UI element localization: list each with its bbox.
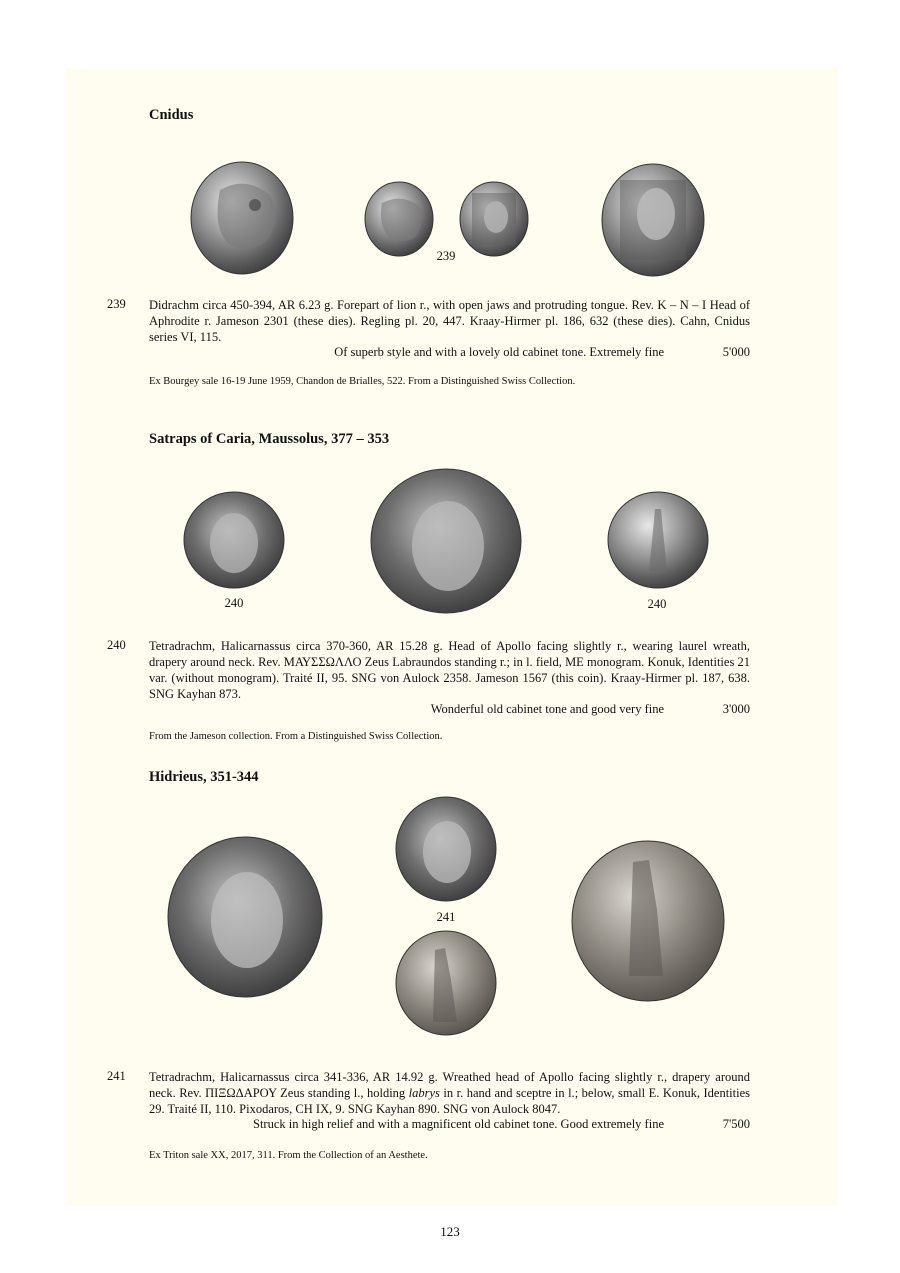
- coin-239-obverse-small: [364, 181, 434, 258]
- lot-240-number: 240: [107, 638, 126, 652]
- coin-240-obverse-small: [183, 491, 285, 589]
- lot-240-description: [149, 638, 750, 702]
- coin-240-obverse-large: [370, 468, 522, 614]
- coin-240-reverse: [607, 491, 709, 589]
- lot-241-grade: Struck in high relief and with a magnificent old cabinet tone. Good extremely fine: [253, 1117, 664, 1131]
- lot-241-description-text-a: Tetradrachm, Halicarnassus circa 341-336, AR 14.92 g. Wreathed head of Apollo facing slightly r., drapery around neck. Rev. ΠΙΞΩΔΑΡΟΥ Zeus standing l., holding: [149, 1070, 750, 1100]
- lot-241-provenance: Ex Triton sale XX, 2017, 311. From the Collection of an Aesthete.: [149, 1150, 428, 1161]
- coin-241-reverse-small: [395, 930, 497, 1037]
- lot-240-image-label-left: 240: [224, 596, 244, 610]
- lot-239-number: 239: [107, 297, 126, 311]
- lot-240-image-label-right: 240: [647, 597, 667, 611]
- lot-239-image-label: 239: [436, 249, 456, 263]
- lot-241-description-italic: labrys: [408, 1086, 440, 1100]
- lot-241-price: 7'500: [722, 1117, 750, 1131]
- coin-241-reverse-large: [571, 840, 725, 1002]
- coin-239-reverse-large: [600, 162, 706, 278]
- lot-240-description-text: Tetradrachm, Halicarnassus circa 370-360, AR 15.28 g. Head of Apollo facing slightly r., wearing laurel wreath, drapery around neck. Rev. ΜΑΥΣΣΩΛΛΟ Zeus Labraundos standing r.; in l. field, ME monogram. Konuk, Identities 21 var. (without monogram). Traité II, 95. SNG von Aulock 2358. Jameson 1567 (this coin). Kraay-Hirmer pl. 187, 638. SNG Kayhan 873.: [149, 639, 750, 701]
- coin-241-obverse-small: [395, 796, 497, 903]
- lot-239-heading: Cnidus: [149, 107, 194, 123]
- lot-241-number: 241: [107, 1069, 126, 1083]
- lot-240-provenance: From the Jameson collection. From a Distinguished Swiss Collection.: [149, 731, 443, 742]
- coin-241-obverse-large: [167, 836, 323, 999]
- coin-239-obverse-large: [190, 160, 296, 276]
- lot-240-heading: Satraps of Caria, Maussolus, 377 – 353: [149, 431, 390, 447]
- lot-241-image-label: 241: [436, 910, 456, 924]
- lot-239-provenance: Ex Bourgey sale 16-19 June 1959, Chandon de Brialles, 522. From a Distinguished Swiss Collection.: [149, 376, 576, 387]
- lot-241-heading: Hidrieus, 351-344: [149, 769, 259, 785]
- page-number: 123: [440, 1224, 460, 1239]
- lot-240-price: 3'000: [722, 702, 750, 716]
- lot-239-price: 5'000: [722, 345, 750, 359]
- coin-239-reverse-small: [458, 181, 530, 258]
- lot-240-grade: Wonderful old cabinet tone and good very fine: [430, 702, 664, 716]
- lot-239-description: [149, 297, 750, 345]
- lot-241-description: [149, 1069, 750, 1117]
- lot-239-description-text: Didrachm circa 450-394, AR 6.23 g. Forepart of lion r., with open jaws and protruding tongue. Rev. K – N – I Head of Aphrodite r. Jameson 2301 (these dies). Regling pl. 20, 447. Kraay-Hirmer pl. 186, 632 (these dies). Cahn, Cnidus series VI, 115.: [149, 298, 750, 344]
- lot-241-description-text-b: in r. hand and sceptre in l.; below, small E. Konuk, Identities 29. Traité II, 110. Pixodaros, CH IX, 9. SNG Kayhan 890. SNG von Aulock 8047.: [149, 1086, 750, 1116]
- lot-239-grade: Of superb style and with a lovely old cabinet tone. Extremely fine: [334, 345, 664, 359]
